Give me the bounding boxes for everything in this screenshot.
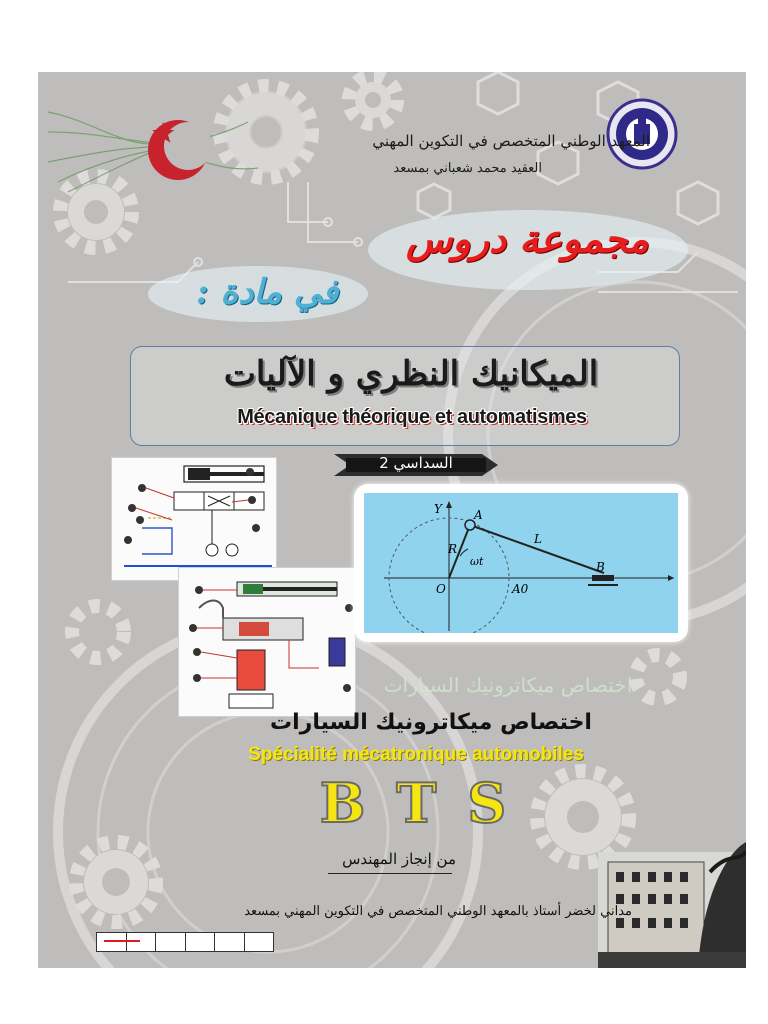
diagram-label: ωt	[470, 555, 484, 568]
specialty-french: Spécialité mécatronique automobiles	[248, 744, 584, 765]
diagram-label: A0	[512, 582, 529, 596]
subject-french: Mécanique théorique et automatismes	[237, 406, 587, 428]
crank-slider-diagram	[364, 493, 678, 633]
diagram-label: O	[436, 582, 446, 596]
hydraulic-schematic-image	[111, 457, 277, 581]
collection-title: مجموعة دروس	[406, 216, 649, 261]
specialty-arabic: اختصاص ميكاترونيك السيارات	[270, 710, 592, 735]
bts-title	[186, 774, 646, 834]
color-box-strip	[96, 932, 274, 952]
diagram-label: Y	[434, 502, 442, 516]
institute-subname: العقيد محمد شعباني بمسعد	[393, 161, 542, 176]
bts-label: B T S	[319, 774, 513, 834]
author-underline	[328, 873, 452, 874]
cover-page	[38, 72, 746, 968]
diagram-label: L	[534, 532, 542, 546]
diagram-label: B	[596, 560, 605, 574]
specialty-watermark: اختصاص ميكاترونيك السيارات	[383, 673, 633, 697]
flag-crescent-icon	[148, 120, 212, 180]
subject-arabic: الميكانيك النظري و الآليات	[223, 354, 599, 394]
author-label: من إنجاز المهندس	[342, 850, 456, 868]
semester-label: السداسي 2	[379, 454, 453, 472]
author-name: مداني لخضر أستاذ بالمعهد الوطني المتخصص في التكوين المهني بمسعد	[244, 904, 632, 919]
diagram-label: A	[474, 508, 483, 522]
subject-prefix: في مادة :	[196, 272, 339, 312]
red-mark	[104, 940, 140, 942]
hydraulic-schematic-image	[178, 567, 356, 717]
institute-name: المعهد الوطني المتخصص في التكوين المهني	[372, 132, 650, 150]
diagram-label: R	[448, 542, 458, 556]
